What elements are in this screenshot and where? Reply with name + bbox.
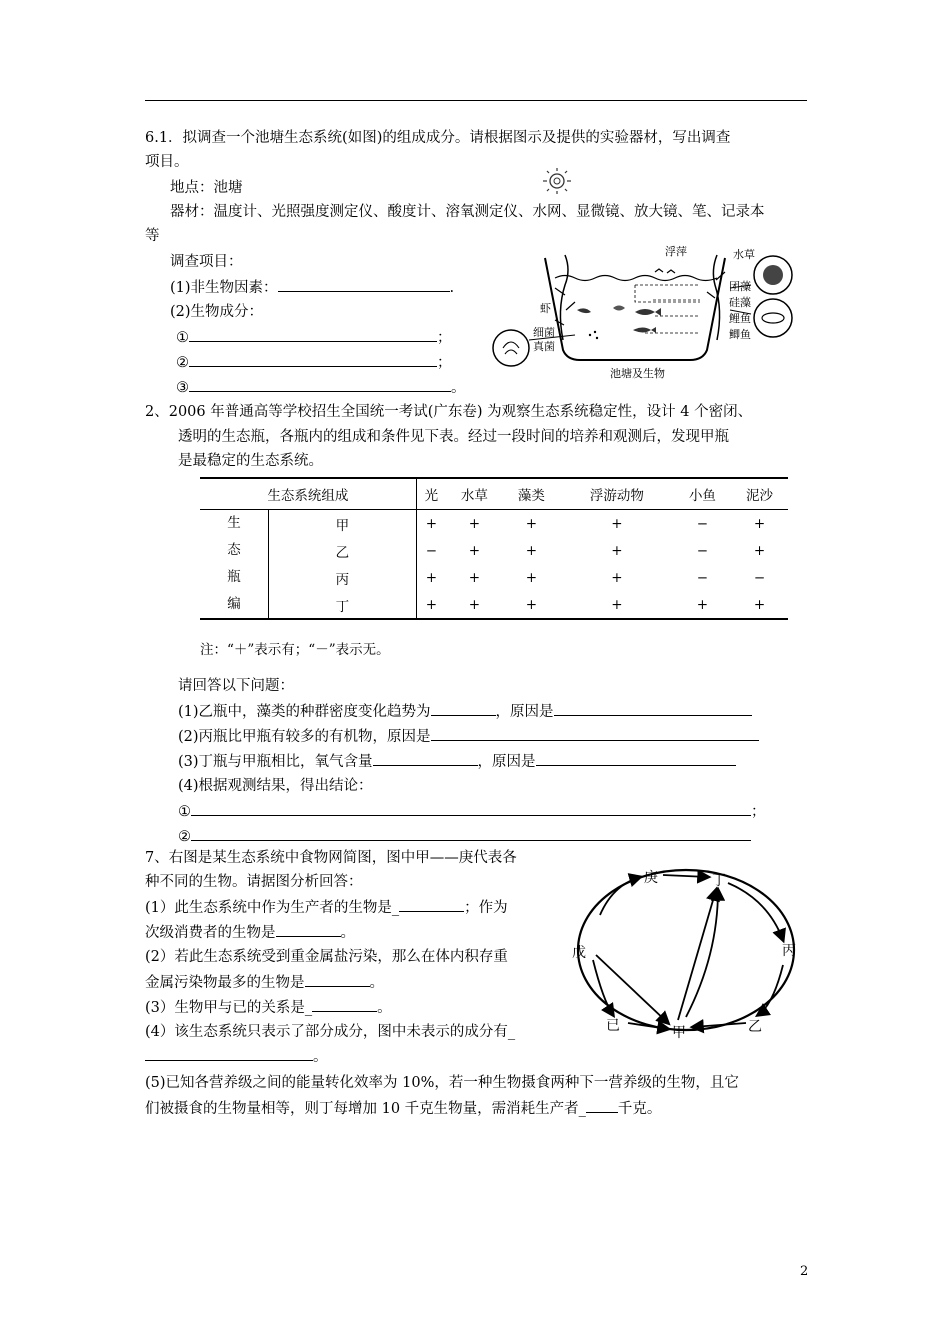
node-bing: 丙 — [782, 943, 796, 959]
q6-biotic: (2)生物成分： — [170, 304, 264, 320]
answer-blank[interactable] — [305, 972, 370, 987]
answer-blank[interactable] — [536, 751, 736, 766]
cell: + — [525, 542, 538, 559]
figure-caption: 池塘及生物 — [610, 367, 665, 380]
cell: + — [611, 569, 623, 586]
page-number: 2 — [800, 1264, 809, 1279]
cell: + — [753, 515, 766, 532]
q6-equipment: 器材：温度计、光照强度测定仪、酸度计、溶氧测定仪、水网、显微镜、放大镜、笔、记录本 — [170, 204, 765, 220]
sun-icon — [540, 166, 574, 196]
label-crucian: 鲫鱼 — [729, 328, 751, 341]
q6-title-cont: 项目。 — [145, 154, 189, 170]
q7-p1-cont: 次级消费者的生物是 。 — [145, 922, 355, 943]
node-yi: 乙 — [748, 1019, 762, 1035]
node-geng: 庚 — [644, 870, 658, 886]
label-shrimp: 虾 — [540, 302, 551, 315]
node-wu: 戊 — [572, 945, 586, 961]
th-sand: 泥沙 — [745, 488, 773, 504]
q6-biotic-3: ③ 。 — [176, 377, 466, 398]
answer-blank[interactable] — [189, 327, 437, 342]
cell: − — [753, 569, 766, 586]
row-id: 丁 — [269, 591, 417, 618]
q7-line1: 7、右图是某生态系统中食物网简图，图中甲——庚代表各 — [145, 850, 517, 866]
q7-p5: (5)已知各营养级之间的能量转化效率为 10%，若一种生物摄食两种下一营养级的生物，且它 — [145, 1075, 739, 1091]
answer-blank[interactable] — [145, 1046, 313, 1061]
answer-blank[interactable] — [431, 726, 759, 741]
label-fungi: 真菌 — [533, 340, 555, 353]
answer-blank[interactable] — [373, 751, 478, 766]
cell: + — [468, 596, 481, 613]
waterweed-left-icon — [560, 255, 568, 340]
q2-conclusion-1: ① ； — [178, 801, 766, 822]
cell: + — [425, 596, 437, 613]
cell: + — [696, 596, 709, 613]
side-label: 生 态 瓶 编 — [200, 510, 269, 619]
row-id: 丙 — [269, 564, 417, 591]
shrimp-icon — [577, 308, 591, 313]
answer-blank[interactable] — [191, 801, 751, 816]
cell: − — [425, 542, 437, 559]
cell: + — [468, 569, 481, 586]
q2-line3: 是最稳定的生态系统。 — [178, 453, 323, 469]
bacteria-magnified — [493, 330, 529, 366]
answer-blank[interactable] — [431, 701, 496, 716]
q6-biotic-2: ② ； — [176, 352, 452, 373]
q7-p4: (4）该生态系统只表示了部分成分，图中未表示的成分有_ — [145, 1024, 516, 1040]
answer-blank[interactable] — [189, 377, 451, 392]
food-web-diagram — [568, 855, 813, 1045]
pond-outline — [545, 258, 725, 360]
row-id: 乙 — [269, 537, 417, 564]
th-zooplankton: 浮游动物 — [589, 488, 644, 504]
crucian-icon — [633, 327, 656, 333]
cell: + — [525, 569, 538, 586]
q2-line2: 透明的生态瓶，各瓶内的组成和条件见下表。经过一段时间的培养和观测后，发现甲瓶 — [178, 429, 729, 445]
row-id: 甲 — [269, 510, 417, 538]
cell: + — [753, 542, 766, 559]
carp-icon — [635, 308, 661, 316]
cell: + — [525, 596, 538, 613]
q7-p2: (2）若此生态系统受到重金属盐污染，那么在体内积存重 — [145, 949, 508, 965]
label-bacteria: 细菌 — [533, 326, 555, 339]
cell: + — [425, 569, 437, 586]
th-fish: 小鱼 — [688, 488, 716, 504]
th-light: 光 — [424, 488, 439, 504]
cell: + — [425, 515, 437, 532]
q6-location: 地点：池塘 — [170, 180, 243, 196]
q7-p4-cont: 。 — [145, 1046, 328, 1067]
th-algae: 藻类 — [517, 488, 545, 504]
q6-equipment-cont: 等 — [145, 228, 160, 244]
q7-p2-cont: 金属污染物最多的生物是 。 — [145, 972, 384, 993]
header-rule — [145, 100, 807, 101]
th-composition: 生态系统组成 — [200, 479, 416, 510]
cell: + — [753, 596, 766, 613]
table-note: 注：“＋”表示有；“－”表示无。 — [200, 642, 390, 658]
answer-blank[interactable] — [191, 826, 751, 841]
pond-figure — [485, 240, 810, 385]
label-duckweed: 浮萍 — [665, 245, 687, 258]
label-algae: 团藻 — [729, 280, 751, 293]
th-waterweed: 水草 — [460, 488, 488, 504]
diatom-magnified — [754, 299, 792, 337]
q7-p3: (3）生物甲与已的关系是_ 。 — [145, 997, 392, 1018]
cell: + — [525, 515, 538, 532]
q2-line1: 2、2006 年普通高等学校招生全国统一考试(广东卷) 为观察生态系统稳定性，设计 4 个密闭、 — [145, 404, 753, 420]
cell: − — [696, 542, 709, 559]
q7-p5-cont: 们被摄食的生物量相等，则丁每增加 10 千克生物量，需消耗生产者_ 千克。 — [145, 1098, 661, 1119]
q2-sub1: (1)乙瓶中，藻类的种群密度变化趋势为 ，原因是 — [178, 701, 752, 722]
eco-table — [200, 477, 788, 620]
q7-p1: (1）此生态系统中作为生产者的生物是_ ；作为 — [145, 897, 508, 918]
q7-line2: 种不同的生物。请据图分析回答： — [145, 874, 363, 890]
node-ding: 丁 — [712, 873, 726, 889]
answer-blank[interactable] — [278, 277, 450, 292]
q6-biotic-1: ① ； — [176, 327, 452, 348]
answer-blank[interactable] — [312, 997, 377, 1012]
answer-blank[interactable] — [586, 1098, 618, 1113]
node-ji: 已 — [606, 1018, 620, 1034]
cell: + — [468, 515, 481, 532]
cell: + — [611, 542, 623, 559]
label-diatom: 硅藻 — [729, 296, 751, 309]
cell: + — [611, 596, 623, 613]
node-jia: 甲 — [672, 1025, 686, 1041]
q6-title: 6.1．拟调查一个池塘生态系统(如图)的组成成分。请根据图示及提供的实验器材，写出调查 — [145, 130, 731, 146]
cell: − — [696, 515, 709, 532]
duckweed-icon — [655, 269, 675, 273]
answer-blank[interactable] — [276, 922, 341, 937]
label-carp: 鲤鱼 — [729, 312, 751, 325]
q2-conclusion-2: ② — [178, 826, 751, 847]
cell: − — [696, 569, 709, 586]
q2-sub2: (2)丙瓶比甲瓶有较多的有机物，原因是 — [178, 726, 759, 747]
web-ellipse — [578, 870, 794, 1030]
q2-sub3: (3)丁瓶与甲瓶相比，氧气含量 ，原因是 — [178, 751, 736, 772]
cell: + — [468, 542, 481, 559]
answer-blank[interactable] — [399, 897, 464, 912]
water-surface — [555, 276, 717, 281]
cell: + — [611, 515, 623, 532]
label-waterweed: 水草 — [733, 248, 755, 261]
q2-sub4: (4)根据观测结果，得出结论： — [178, 778, 373, 794]
q6-items-label: 调查项目： — [170, 254, 243, 270]
q6-abiotic: (1)非生物因素： . — [170, 277, 454, 298]
answer-blank[interactable] — [554, 701, 752, 716]
q2-answer-intro: 请回答以下问题： — [178, 678, 294, 694]
answer-blank[interactable] — [189, 352, 437, 367]
